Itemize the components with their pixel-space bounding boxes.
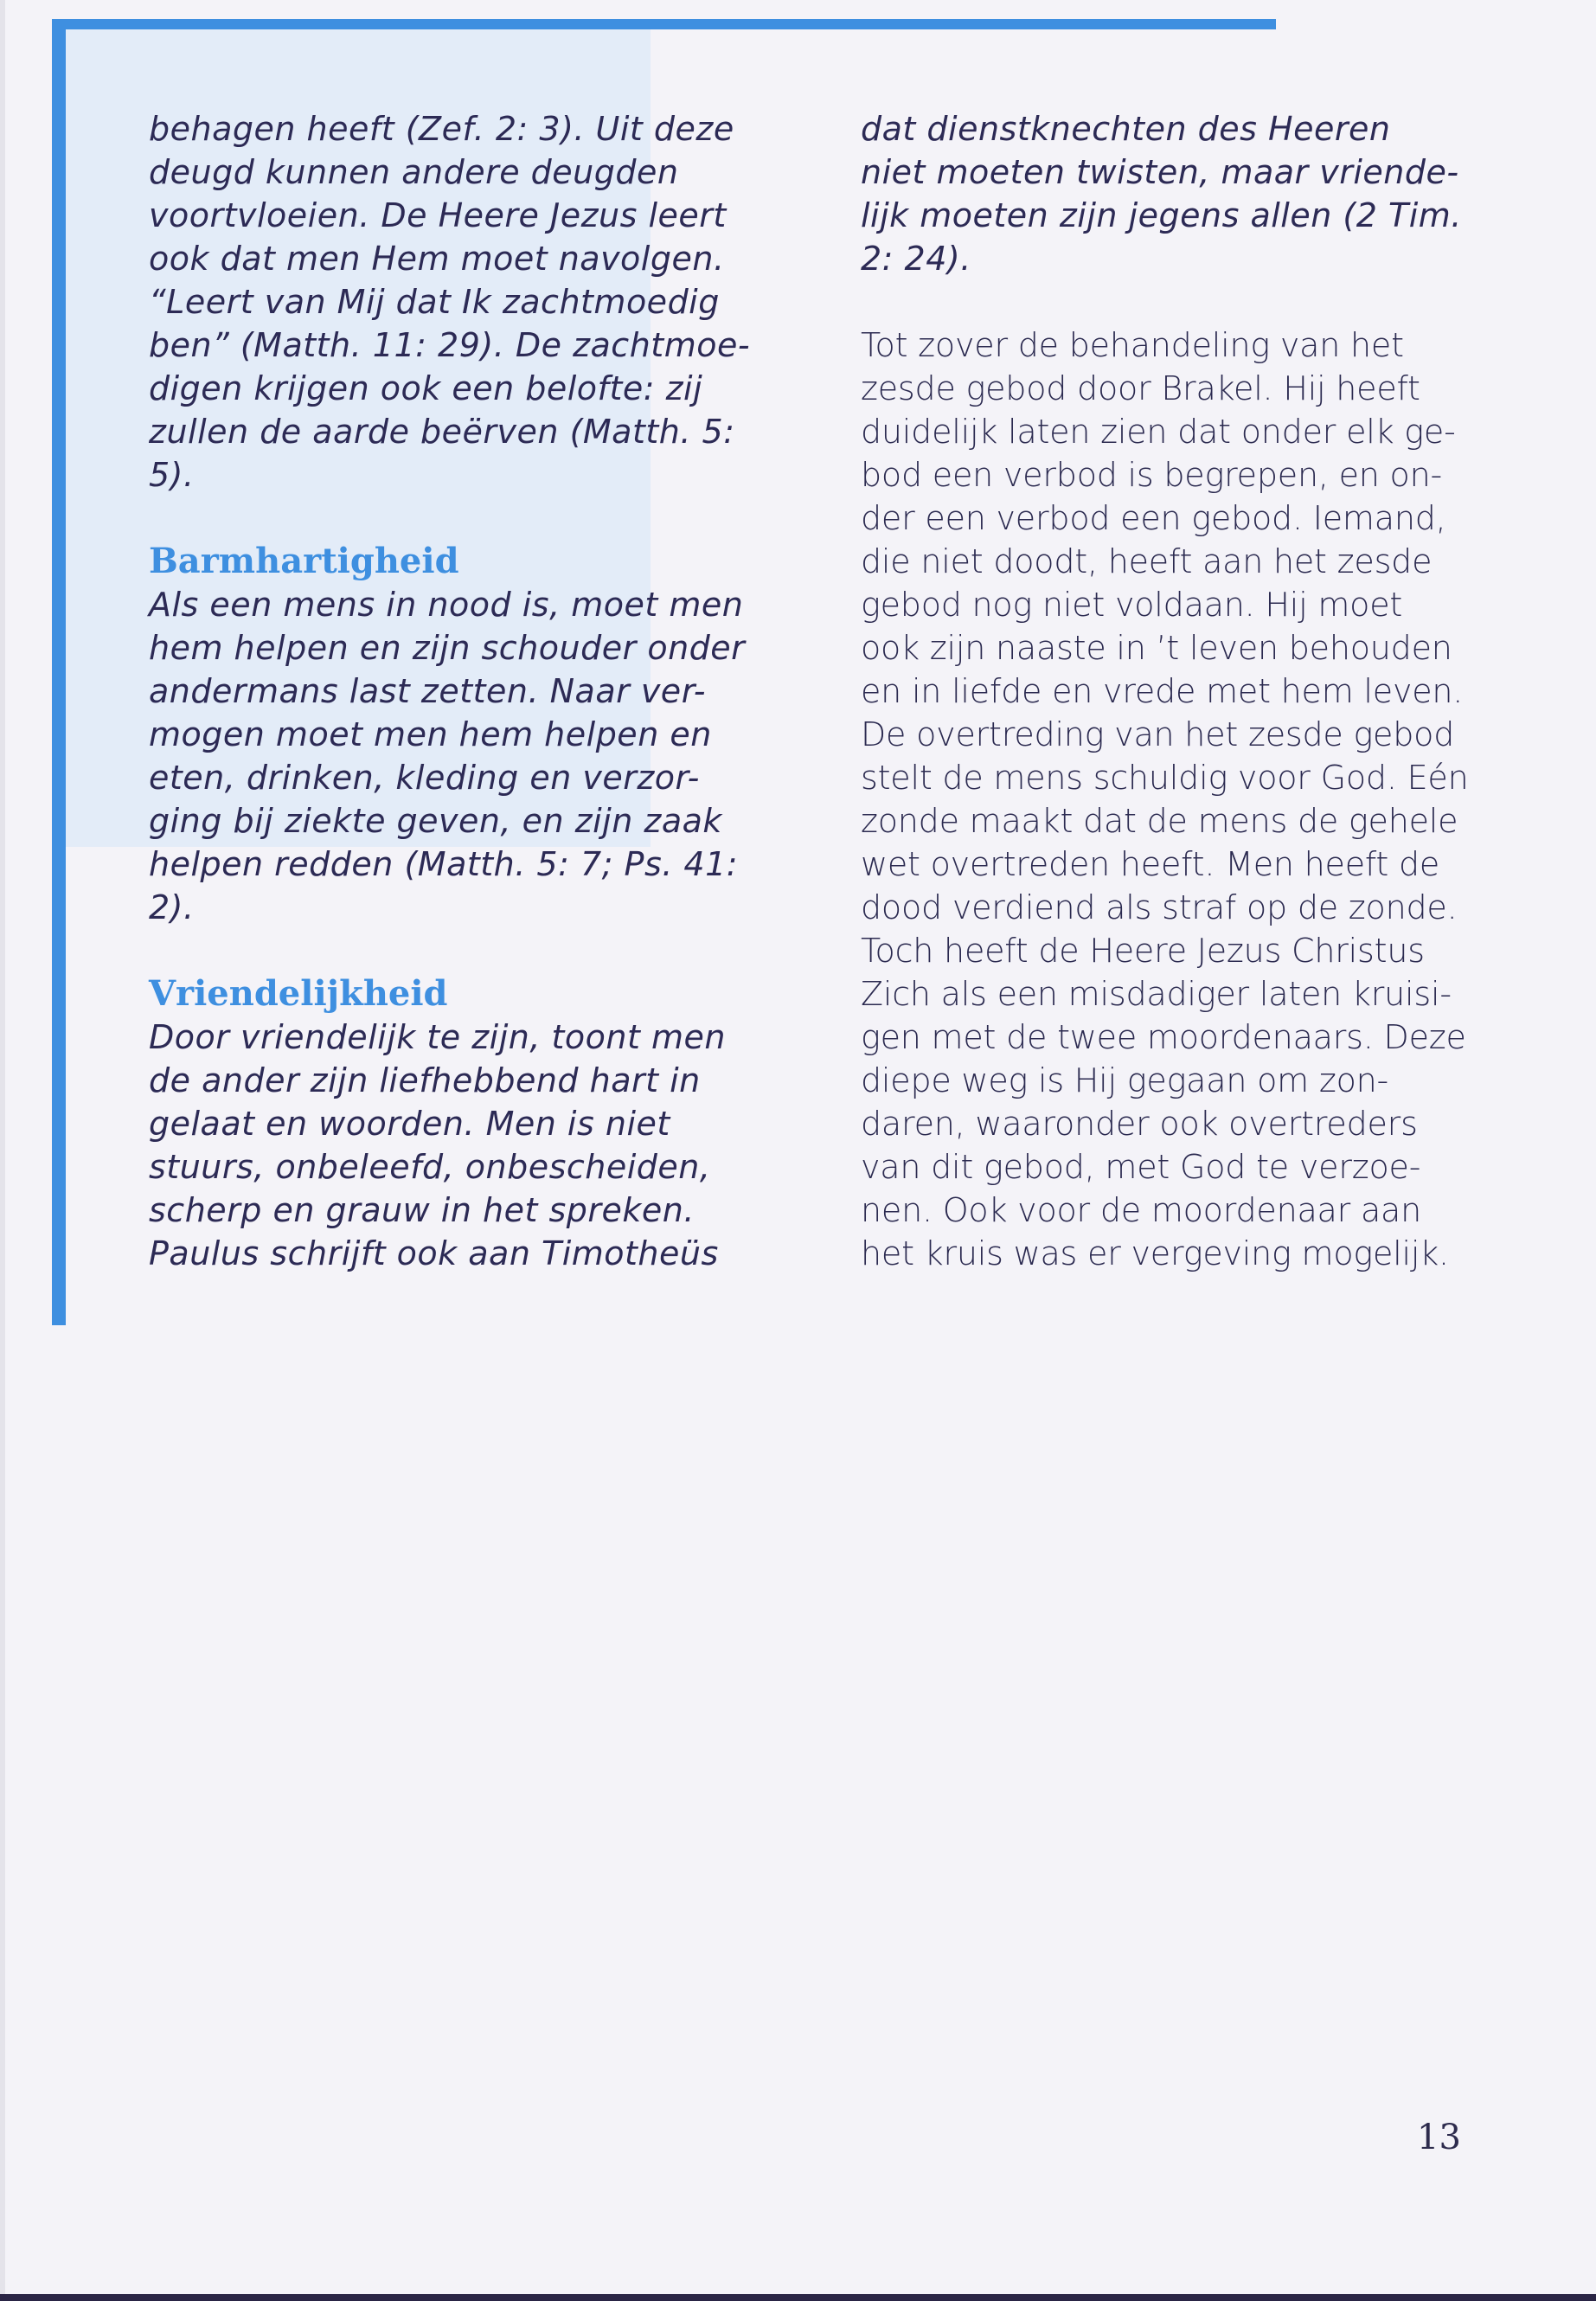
section-barmhartigheid	[149, 540, 806, 929]
right-body-paragraph	[861, 324, 1518, 1275]
text-line: dood verdiend als straf op de zonde.	[861, 888, 1458, 926]
text-line: gelaat en woorden. Men is niet	[149, 1105, 670, 1143]
text-line: eten, drinken, kleding en verzor-	[149, 759, 700, 797]
text-line: diepe weg is Hij gegaan om zon-	[861, 1061, 1389, 1099]
text-line: gen met de twee moordenaars. Deze	[861, 1018, 1466, 1056]
text-line: de ander zijn liefhebbend hart in	[149, 1061, 701, 1099]
text-line: duidelijk laten zien dat onder elk ge-	[861, 413, 1456, 451]
text-line: zonde maakt dat de mens de gehele	[861, 802, 1458, 840]
text-line: stuurs, onbeleefd, onbescheiden,	[149, 1148, 711, 1186]
section-vriendelijkheid	[149, 972, 806, 1275]
text-line: 2).	[149, 888, 195, 926]
text-line: scherp en grauw in het spreken.	[149, 1191, 695, 1229]
text-line: lijk moeten zijn jegens allen (2 Tim.	[861, 196, 1462, 234]
text-line: Als een mens in nood is, moet men	[149, 586, 744, 624]
text-line: nen. Ook voor de moordenaar aan	[861, 1191, 1422, 1229]
text-line: gebod nog niet voldaan. Hij moet	[861, 586, 1403, 624]
text-line: dat dienstknechten des Heeren	[861, 110, 1391, 148]
text-line: bod een verbod is begrepen, en on-	[861, 456, 1442, 494]
decorative-top-bar	[52, 19, 1276, 29]
text-line: het kruis was er vergeving mogelijk.	[861, 1234, 1449, 1272]
text-line: andermans last zetten. Naar ver-	[149, 672, 706, 710]
text-line: Tot zover de behandeling van het	[861, 326, 1404, 364]
text-line: niet moeten twisten, maar vriende-	[861, 153, 1459, 191]
right-intro-paragraph	[861, 107, 1518, 280]
text-line: zullen de aarde beërven (Matth. 5:	[149, 413, 735, 451]
page-left-edge	[0, 0, 5, 2301]
text-line: hem helpen en zijn schouder onder	[149, 629, 746, 667]
text-line: mogen moet men hem helpen en	[149, 715, 712, 753]
text-line: stelt de mens schuldig voor God. Eén	[861, 759, 1469, 797]
section-heading: Barmhartigheid	[149, 541, 459, 581]
text-line: helpen redden (Matth. 5: 7; Ps. 41:	[149, 845, 739, 883]
text-line: Toch heeft de Heere Jezus Christus	[861, 932, 1425, 970]
text-line: deugd kunnen andere deugden	[149, 153, 679, 191]
text-line: digen krijgen ook een belofte: zij	[149, 369, 703, 407]
text-line: die niet doodt, heeft aan het zesde	[861, 542, 1433, 580]
text-line: van dit gebod, met God te verzoe-	[861, 1148, 1421, 1186]
text-line: 2: 24).	[861, 240, 971, 278]
section-heading: Vriendelijkheid	[149, 973, 448, 1014]
decorative-left-bar	[52, 19, 66, 1325]
text-line: ben” (Matth. 11: 29). De zachtmoe-	[149, 326, 751, 364]
text-line: 5).	[149, 456, 195, 494]
right-column	[861, 107, 1518, 1275]
text-line: ging bij ziekte geven, en zijn zaak	[149, 802, 722, 840]
left-intro-paragraph	[149, 107, 806, 497]
text-line: wet overtreden heeft. Men heeft de	[861, 845, 1440, 883]
page-number: 13	[1417, 2118, 1461, 2157]
text-line: ook zijn naaste in ’t leven behouden	[861, 629, 1452, 667]
text-line: ook dat men Hem moet navolgen.	[149, 240, 725, 278]
page-bottom-edge	[0, 2294, 1596, 2301]
text-line: en in liefde en vrede met hem leven.	[861, 672, 1464, 710]
text-line: voortvloeien. De Heere Jezus leert	[149, 196, 727, 234]
text-line: daren, waaronder ook overtreders	[861, 1105, 1418, 1143]
text-line: Zich als een misdadiger laten kruisi-	[861, 975, 1452, 1013]
text-line: “Leert van Mij dat Ik zachtmoedig	[149, 283, 720, 321]
left-column	[149, 107, 806, 1275]
text-line: zesde gebod door Brakel. Hij heeft	[861, 369, 1420, 407]
text-line: Paulus schrijft ook aan Timotheüs	[149, 1234, 719, 1272]
text-line: Door vriendelijk te zijn, toont men	[149, 1018, 726, 1056]
text-line: De overtreding van het zesde gebod	[861, 715, 1455, 753]
text-line: der een verbod een gebod. Iemand,	[861, 499, 1446, 537]
text-line: behagen heeft (Zef. 2: 3). Uit deze	[149, 110, 734, 148]
